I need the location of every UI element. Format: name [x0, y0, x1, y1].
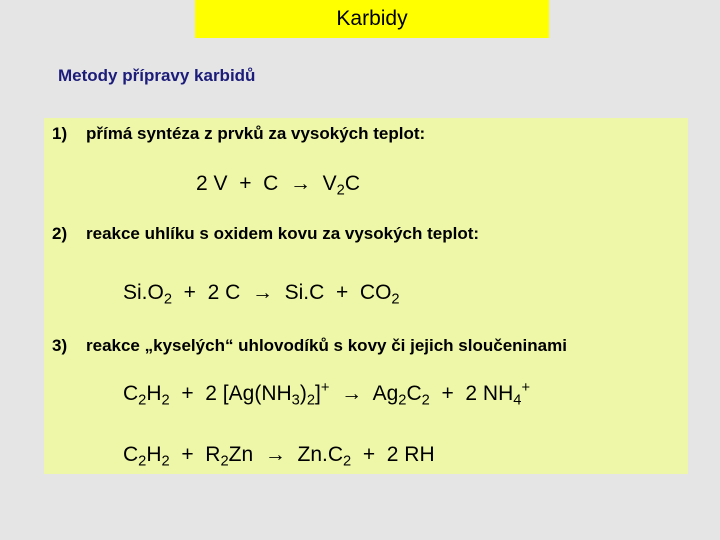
item-1-text: přímá syntéza z prvků za vysokých teplot:: [86, 124, 426, 143]
equation-4: $C_2H_2 + R_2Zn \to Zn.C_2 + 2$ RH: [123, 443, 435, 470]
item-3-number: 3): [52, 336, 68, 355]
item-3-text: reakce „kyselých“ uhlovodíků s kovy či jejich sloučeninami: [86, 336, 567, 355]
equation-3: $C_2H_2 + 2$ $[Ag(NH_3)_2]^+ \to Ag_2C_2 + 2$ $NH_4^+$: [123, 379, 531, 409]
item-1-number: 1): [52, 124, 68, 143]
equation-1: 2 $V + C \to V_2C$: [196, 172, 360, 199]
title-bar: [195, 0, 549, 38]
item-2-text: reakce uhlíku s oxidem kovu za vysokých teplot:: [86, 224, 480, 243]
content-panel: [44, 118, 688, 474]
item-3: [52, 336, 567, 356]
item-1: [52, 124, 425, 144]
page-title: Karbidy: [336, 7, 408, 30]
equation-2: $Si.O_2 + 2$ $C \to Si.C + CO_2$: [123, 281, 400, 308]
item-2-number: 2): [52, 224, 68, 243]
subtitle: Metody přípravy karbidů: [58, 66, 256, 85]
item-2: [52, 224, 479, 244]
